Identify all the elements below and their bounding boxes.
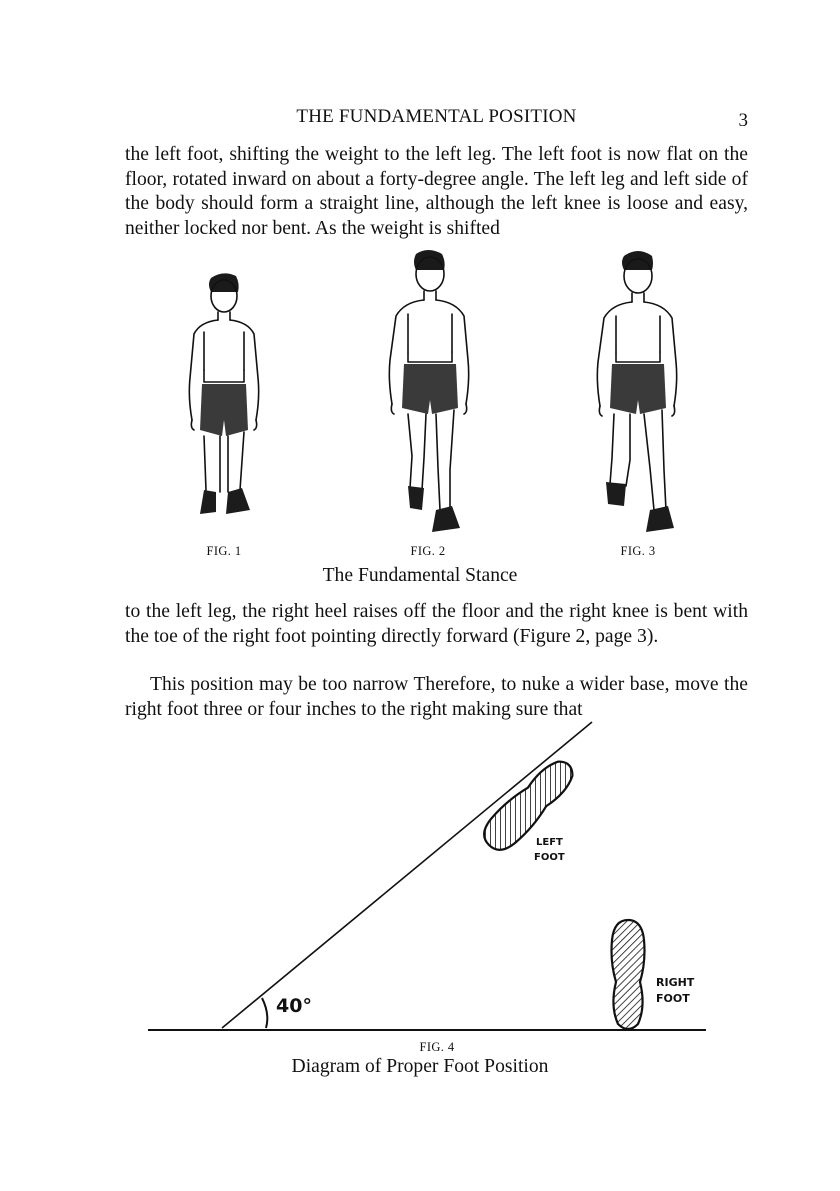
fig-3-label: FIG. 3 xyxy=(620,544,656,558)
fig-4-label: FIG. 4 xyxy=(419,1040,455,1054)
left-foot-label-2: FOOT xyxy=(534,852,565,863)
paragraph-3: This position may be too narrow Therefore, to nuke a wider base, move the right foot three or four inches to the right making sure that xyxy=(125,674,748,720)
foot-position-diagram xyxy=(140,718,720,1038)
paragraph-1: the left foot, shifting the weight to the left leg. The left foot is now flat on the floor, rotated inward on about a forty-degree angle. The left leg and left side of the body should form a straight line, although the left knee is loose and easy, neither locked nor bent. As the weight is shifted xyxy=(125,144,748,239)
page-number: 3 xyxy=(738,110,748,131)
right-footprint xyxy=(612,920,645,1029)
running-title: THE FUNDAMENTAL POSITION xyxy=(296,106,577,127)
stance-caption: The Fundamental Stance xyxy=(322,565,518,586)
right-foot-label-2: FOOT xyxy=(656,992,690,1005)
angle-arc xyxy=(262,998,267,1028)
fig-2-label: FIG. 2 xyxy=(410,544,446,558)
left-foot-label-1: LEFT xyxy=(536,837,563,848)
foot-caption: Diagram of Proper Foot Position xyxy=(291,1056,549,1077)
angle-label: 40° xyxy=(276,995,312,1017)
running-head xyxy=(125,106,748,132)
right-foot-label-1: RIGHT xyxy=(656,976,695,989)
boxer-figure-1 xyxy=(178,270,268,532)
boxer-figure-2 xyxy=(380,248,480,536)
boxer-figure-3 xyxy=(590,248,690,536)
fig-1-label: FIG. 1 xyxy=(206,544,242,558)
angle-line xyxy=(222,722,592,1028)
paragraph-2: to the left leg, the right heel raises off the floor and the right knee is bent with the toe of the right foot pointing directly forward (Figure 2, page 3). xyxy=(125,601,748,647)
stance-figures xyxy=(0,240,840,558)
